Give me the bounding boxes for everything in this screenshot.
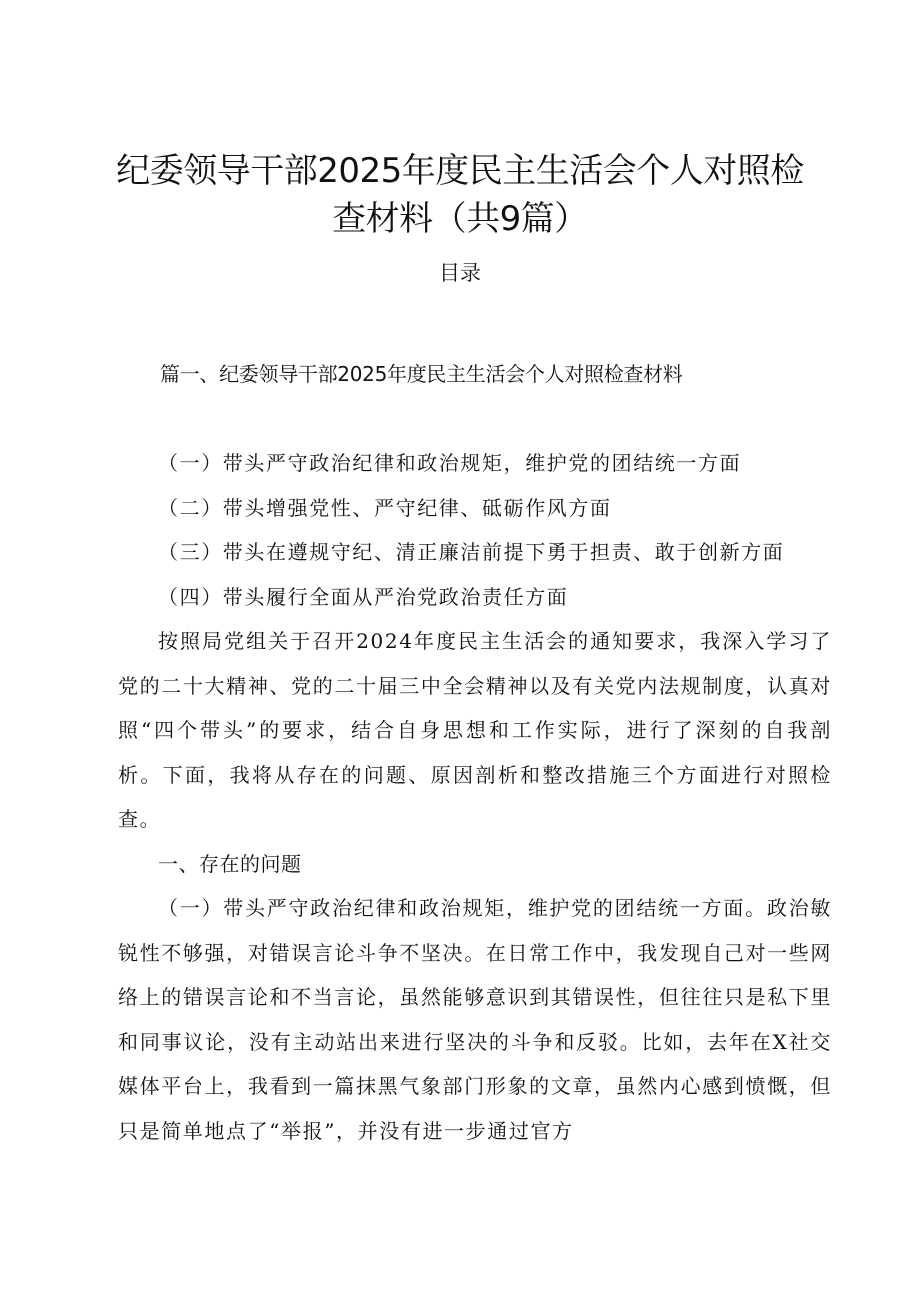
toc-item: （四）带头履行全面从严治党政治责任方面 (158, 584, 569, 609)
section-paragraph: （一）带头严守政治纪律和政治规矩，维护党的团结统一方面。政治敏锐性不够强，对错误言论斗争不坚决。在日常工作中，我发现自己对一些网络上的错误言论和不当言论，虽然能够意识到其错误性，但往往只是私下里和同事议论，没有主动站出来进行坚决的斗争和反驳。比如，去年在X社交媒体平台上，我看到一篇抹黑气象部门形象的文章，虽然内心感到愤慨，但只是简单地点了“举报”，并没有进一步通过官方 (118, 896, 832, 1143)
intro-paragraph: 按照局党组关于召开2024年度民主生活会的通知要求，我深入学习了党的二十大精神、党的二十届三中全会精神以及有关党内法规制度，认真对照“四个带头”的要求，结合自身思想和工作实际，进行了深刻的自我剖析。下面，我将从存在的问题、原因剖析和整改措施三个方面进行对照检查。 (118, 629, 832, 831)
toc-heading: 目录 (439, 261, 481, 285)
toc-item: （三）带头在遵规守纪、清正廉洁前提下勇于担责、敢于创新方面 (158, 540, 785, 564)
toc-item: （一）带头严守政治纪律和政治规矩，维护党的团结统一方面 (158, 451, 742, 475)
document-title: 纪委领导干部2025年度民主生活会个人对照检查材料（共9篇） (116, 150, 804, 239)
toc-chapter-title: 篇一、纪委领导干部2025年度民主生活会个人对照检查材料 (160, 362, 683, 386)
section-heading: 一、存在的问题 (158, 851, 302, 876)
document-body (118, 441, 832, 1153)
toc-item: （二）带头增强党性、严守纪律、砥砺作风方面 (158, 495, 612, 520)
